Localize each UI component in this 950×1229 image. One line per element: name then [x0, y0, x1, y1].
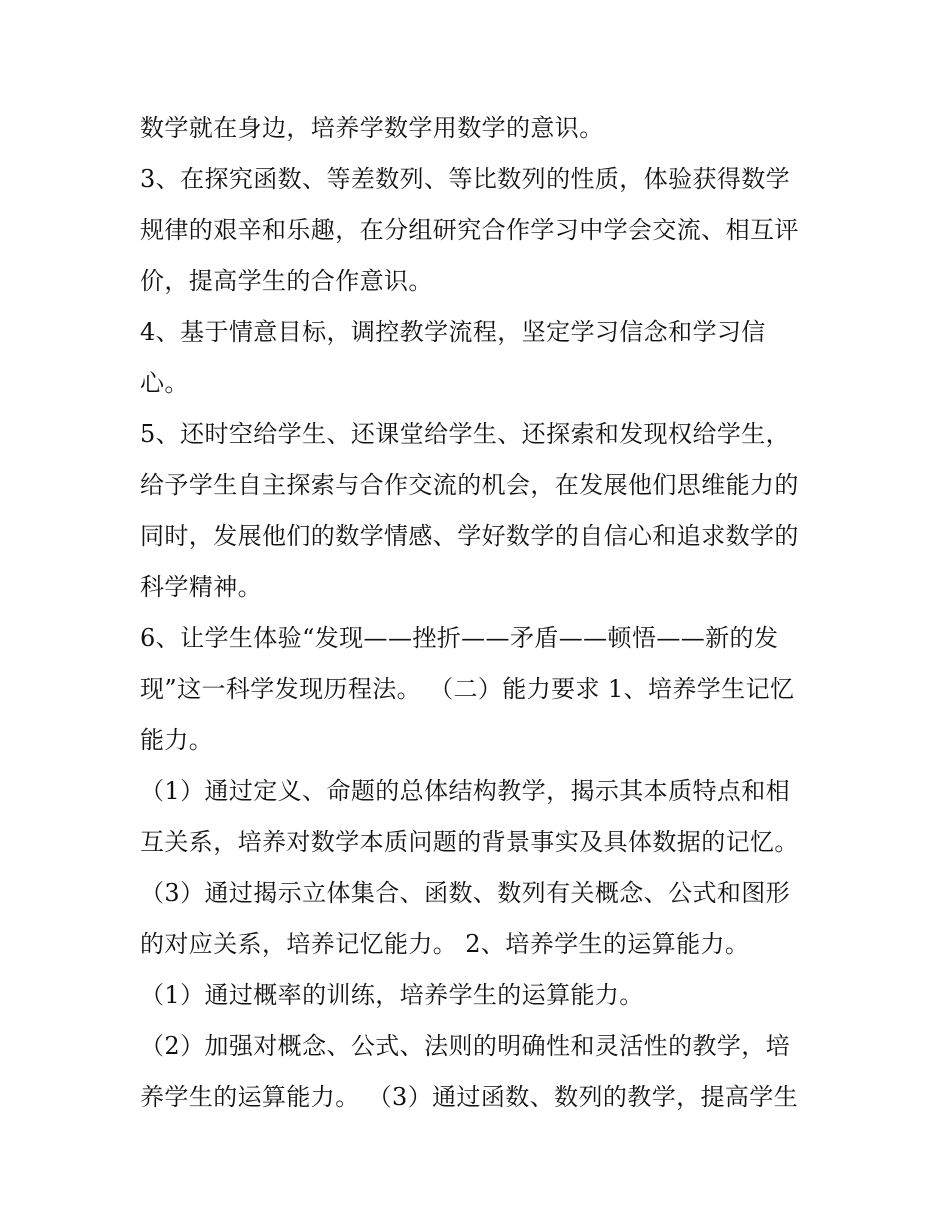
text-line: 现”这一科学发现历程法。 （二）能力要求 1、培养学生记忆 [140, 675, 795, 703]
text-line: 5、还时空给学生、还课堂给学生、还探索和发现权给学生， [140, 420, 791, 448]
text-line: （1）通过定义、命题的总体结构教学，揭示其本质特点和相 [140, 777, 791, 805]
text-line: 心。 [140, 369, 189, 397]
text-line: （3）通过揭示立体集合、函数、数列有关概念、公式和图形 [140, 879, 791, 907]
text-line: 的对应关系，培养记忆能力。 2、培养学生的运算能力。 [140, 930, 750, 958]
text-line: （1）通过概率的训练，培养学生的运算能力。 [140, 981, 644, 1009]
text-line: 数学就在身边，培养学数学用数学的意识。 [140, 114, 604, 142]
text-line: 能力。 [140, 726, 214, 754]
text-line: （2）加强对概念、公式、法则的明确性和灵活性的教学，培 [140, 1032, 791, 1060]
text-line: 6、让学生体验“发现——挫折——矛盾——顿悟——新的发 [140, 624, 779, 652]
text-line: 4、基于情意目标，调控教学流程，坚定学习信念和学习信 [140, 318, 766, 346]
text-line: 科学精神。 [140, 573, 262, 601]
text-line: 给予学生自主探索与合作交流的机会，在发展他们思维能力的 [140, 471, 799, 499]
text-line: 养学生的运算能力。 （3）通过函数、数列的教学，提高学生 [140, 1083, 799, 1111]
text-line: 互关系，培养对数学本质问题的背景事实及具体数据的记忆。 [140, 828, 799, 856]
text-line: 3、在探究函数、等差数列、等比数列的性质，体验获得数学 [140, 165, 791, 193]
text-line: 同时，发展他们的数学情感、学好数学的自信心和追求数学的 [140, 522, 799, 550]
text-line: 规律的艰辛和乐趣，在分组研究合作学习中学会交流、相互评 [140, 216, 799, 244]
text-line: 价，提高学生的合作意识。 [140, 267, 433, 295]
